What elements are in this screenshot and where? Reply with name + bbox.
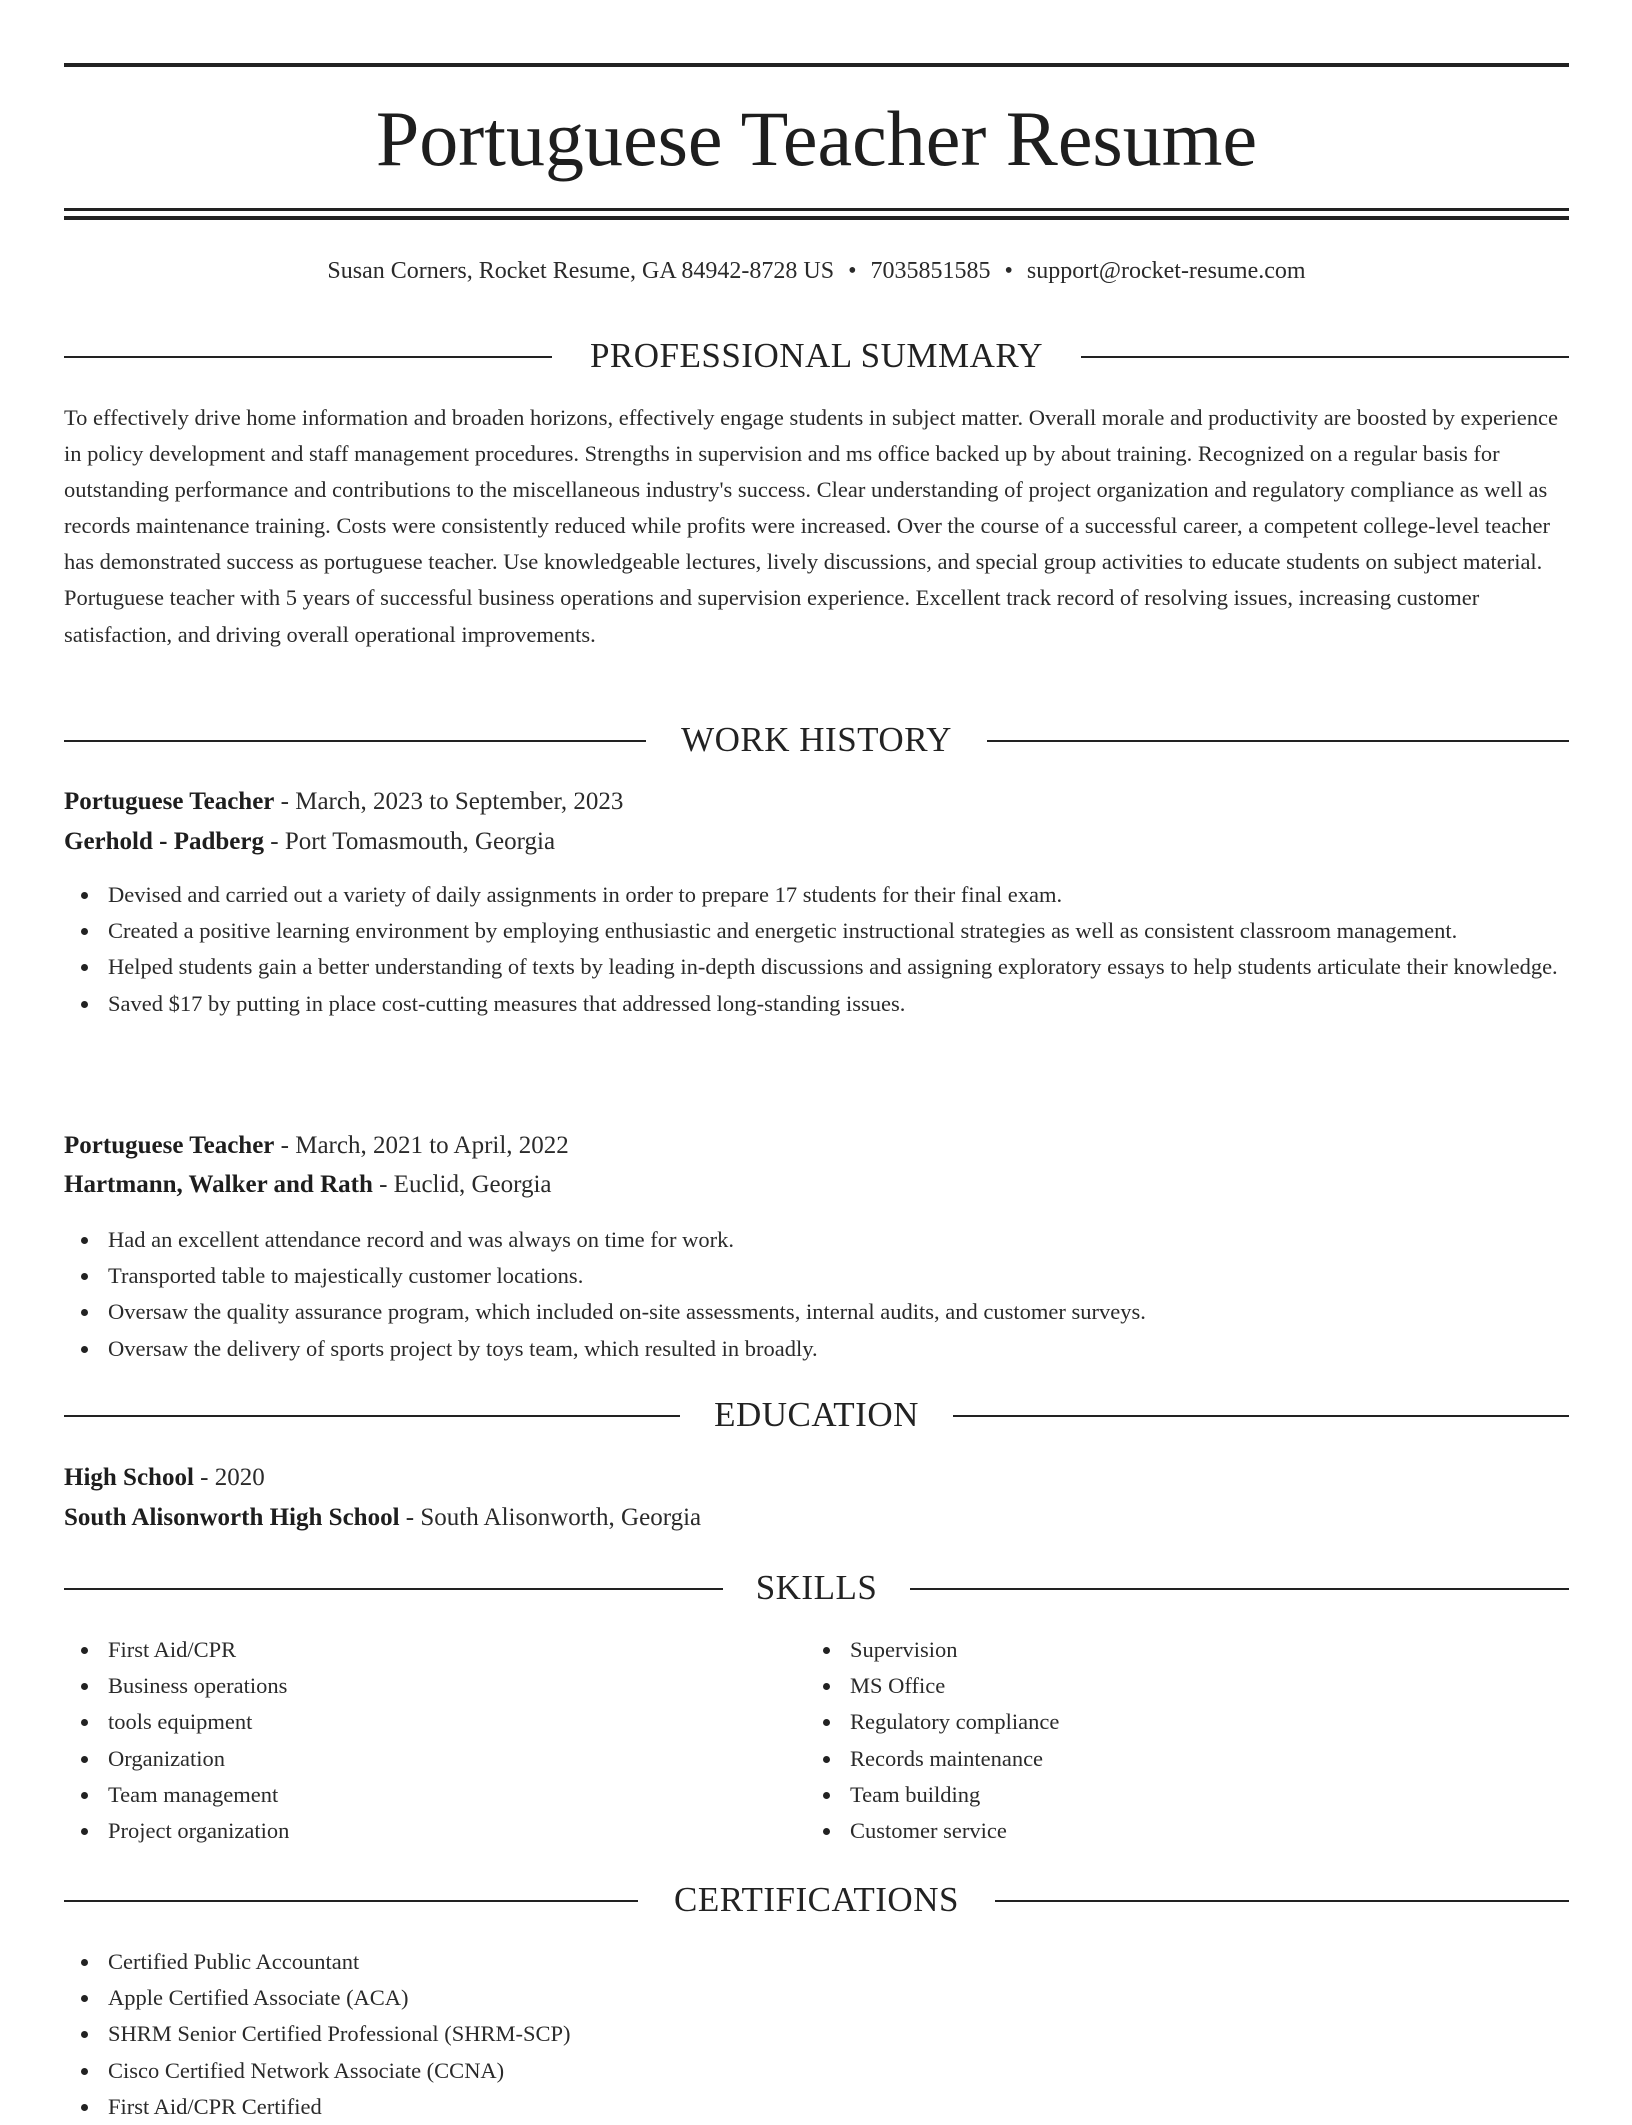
job-title: Portuguese Teacher xyxy=(64,788,275,815)
job-company-line xyxy=(64,1169,552,1201)
contact-address: Susan Corners, Rocket Resume, GA 84942-8728 US xyxy=(327,258,835,284)
certifications-list xyxy=(64,1944,1569,2125)
section-heading-summary xyxy=(64,336,1569,376)
skill-item: Team building xyxy=(806,1777,1526,1813)
list-item: Had an excellent attendance record and was always on time for work. xyxy=(64,1222,1569,1258)
job-location: - Euclid, Georgia xyxy=(372,1171,552,1198)
section-heading-skills xyxy=(64,1568,1569,1608)
certification-item: Apple Certified Associate (ACA) xyxy=(64,1980,1569,2016)
skill-item: First Aid/CPR xyxy=(64,1632,784,1668)
list-item: Devised and carried out a variety of daily assignments in order to prepare 17 students for their final exam. xyxy=(64,877,1569,913)
education-degree: High School xyxy=(64,1464,194,1491)
section-title: PROFESSIONAL SUMMARY xyxy=(589,336,1044,375)
skill-item: MS Office xyxy=(806,1668,1526,1704)
skill-item: Regulatory compliance xyxy=(806,1704,1526,1740)
section-title: SKILLS xyxy=(755,1568,878,1607)
job-location: - Port Tomasmouth, Georgia xyxy=(264,828,556,855)
skill-item: Supervision xyxy=(806,1632,1526,1668)
certification-item: First Aid/CPR Certified xyxy=(64,2089,1569,2125)
page-title: Portuguese Teacher Resume xyxy=(375,95,1258,182)
job-company: Hartmann, Walker and Rath xyxy=(64,1171,373,1198)
skill-item: tools equipment xyxy=(64,1704,784,1740)
list-item: Oversaw the delivery of sports project by toys team, which resulted in broadly. xyxy=(64,1331,1569,1367)
section-heading-work-history xyxy=(64,720,1569,760)
skill-item: Customer service xyxy=(806,1813,1526,1849)
list-item: Saved $17 by putting in place cost-cutting measures that addressed long-standing issues. xyxy=(64,986,1569,1022)
education-school-line xyxy=(64,1502,701,1534)
job-company-line xyxy=(64,826,555,858)
job-dates: - March, 2023 to September, 2023 xyxy=(274,788,624,815)
title-rule-bottom xyxy=(64,208,1569,211)
list-item: Oversaw the quality assurance program, which included on-site assessments, internal audits, and customer surveys. xyxy=(64,1294,1569,1330)
certification-item: Certified Public Accountant xyxy=(64,1944,1569,1980)
section-heading-education xyxy=(64,1395,1569,1435)
skill-item: Organization xyxy=(64,1741,784,1777)
contact-line xyxy=(64,256,1569,286)
contact-phone: 7035851585 xyxy=(870,258,991,284)
job-bullets xyxy=(64,877,1569,1022)
skills-list-left xyxy=(64,1632,784,1849)
skill-item: Team management xyxy=(64,1777,784,1813)
certification-item: SHRM Senior Certified Professional (SHRM-SCP) xyxy=(64,2016,1569,2052)
section-title: WORK HISTORY xyxy=(681,720,952,759)
job-title: Portuguese Teacher xyxy=(64,1132,275,1159)
summary-text: To effectively drive home information and broaden horizons, effectively engage students in subject matter. Overall morale and productivity are boosted by experience in policy development and staff management procedures. Strengths in supervision and ms office backed up by about training. Recognized on a regular basis for outstanding performance and contributions to the miscellaneous industry's success. Clear understanding of project organization and regulatory compliance as well as records maintenance training. Costs were consistently reduced while profits were increased. Over the course of a successful career, a competent college-level teacher has demonstrated success as portuguese teacher. Use knowledgeable lectures, lively discussions, and special group activities to educate students on subject material. Portuguese teacher with 5 years of successful business operations and supervision experience. Excellent track record of resolving issues, increasing customer satisfaction, and driving overall operational improvements. xyxy=(64,405,1558,647)
skills-list-right xyxy=(806,1632,1526,1849)
section-title: CERTIFICATIONS xyxy=(674,1880,959,1919)
education-year: - 2020 xyxy=(193,1464,265,1491)
certification-item: Cisco Certified Network Associate (CCNA) xyxy=(64,2053,1569,2089)
section-title: EDUCATION xyxy=(714,1395,919,1434)
list-item: Transported table to majestically customer locations. xyxy=(64,1258,1569,1294)
job-title-line xyxy=(64,1130,569,1162)
education-school: South Alisonworth High School xyxy=(64,1504,400,1531)
list-item: Helped students gain a better understanding of texts by leading in-depth discussions and assigning exploratory essays to help students articulate their knowledge. xyxy=(64,949,1569,985)
section-heading-certifications xyxy=(64,1880,1569,1920)
job-title-line xyxy=(64,786,623,818)
contact-email: support@rocket-resume.com xyxy=(1026,258,1306,284)
education-degree-line xyxy=(64,1462,265,1494)
title-rule-bottom-double xyxy=(64,216,1569,220)
job-company: Gerhold - Padberg xyxy=(64,828,264,855)
skill-item: Business operations xyxy=(64,1668,784,1704)
education-location: - South Alisonworth, Georgia xyxy=(399,1504,702,1531)
skill-item: Records maintenance xyxy=(806,1741,1526,1777)
skill-item: Project organization xyxy=(64,1813,784,1849)
contact-separator: • xyxy=(848,258,857,284)
contact-separator: • xyxy=(1004,258,1013,284)
title-rule-top xyxy=(64,63,1569,67)
list-item: Created a positive learning environment by employing enthusiastic and energetic instructional strategies as well as consistent classroom management. xyxy=(64,913,1569,949)
job-dates: - March, 2021 to April, 2022 xyxy=(274,1132,569,1159)
job-bullets xyxy=(64,1222,1569,1367)
